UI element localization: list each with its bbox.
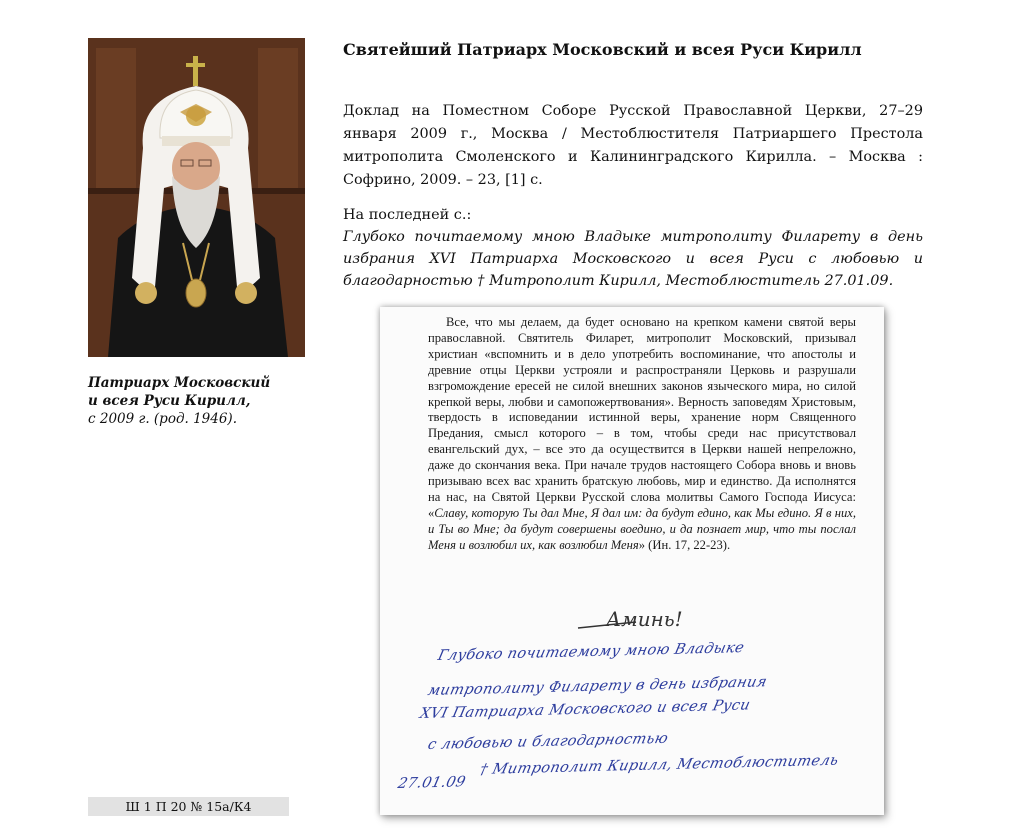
amin-text: Аминь! bbox=[606, 607, 683, 631]
inscription-label: На последней с.: bbox=[343, 207, 472, 223]
scan-text-quote: Славу, которую Ты дал Мне, Я дал им: да будут едино, как Мы едино. Я в них, и Ты во Мне; да будут совершены воедино, и да познает мир, что ты послал Меня и возлюбил их, как возлюбил Меня bbox=[428, 505, 856, 552]
inscription-text: Глубоко почитаемому мною Владыке митрополиту Филарету в день избрания XVI Патриарха Московского и всея Руси с любовью и благодарностью † Митрополит Кирилл, Местоблюститель 27.01.09. bbox=[343, 229, 923, 289]
shelfmark-label: Ш 1 П 20 № 15а/К4 bbox=[88, 797, 289, 816]
scanned-printed-text bbox=[428, 315, 856, 554]
book-description: Доклад на Поместном Соборе Русской Православной Церкви, 27–29 января 2009 г., Москва / Местоблюстителя Патриаршего Престола митрополита Смоленского и Калининградского Кирилла. – Москва : Софрино, 2009. – 23, [1] с. bbox=[343, 103, 923, 188]
handwritten-line-3: XVI Патриарха Московского и всея Руси bbox=[418, 697, 752, 722]
patriarch-portrait bbox=[88, 38, 305, 357]
handwritten-signature: † Митрополит Кирилл, Местоблюститель bbox=[478, 752, 841, 778]
scan-text-part2: » (Ин. 17, 22-23). bbox=[638, 537, 731, 552]
handwritten-line-1: Глубоко почитаемому мною Владыке bbox=[436, 640, 746, 664]
caption-line-3: с 2009 г. (род. 1946). bbox=[88, 411, 237, 427]
book-title: Святейший Патриарх Московский и всея Руси Кирилл bbox=[343, 40, 862, 59]
handwritten-amin bbox=[576, 598, 756, 638]
handwritten-line-2: митрополиту Филарету в день избрания bbox=[426, 674, 769, 699]
portrait-illustration bbox=[88, 38, 305, 357]
portrait-caption bbox=[88, 374, 318, 428]
handwritten-date: 27.01.09 bbox=[396, 774, 468, 792]
handwritten-line-4: с любовью и благодарностью bbox=[426, 730, 670, 753]
scan-text-part1: Все, что мы делаем, да будет основано на крепком камени святой веры православной. Святитель Филарет, митрополит Московский, призывал христиан «вспомнить и в дело употребить воспоминание, что апостолы и древние отцы Церкви устрояли и распространяли Церковь и разрушали взгромождение ересей не силой внешних законов языческого мира, но силой крепкой веры, любви и самопожертвования». Верность заповедям Христовым, твердость в исповедании истинной веры, хранение норм Священного Предания, смысл которого – в том, чтобы среди нас присутствовал евангельский дух, – все это да осуществится в Церкви нашей непреложно, даже до скончания века. При начале трудов настоящего Собора вновь и вновь призываю всех вас хранить братскую любовь, мир и единство. Да исполнятся на нас, на Святой Церкви Русской слова молитвы Самого Господа Иисуса: « bbox=[428, 315, 856, 520]
caption-line-2: и всея Руси Кирилл, bbox=[88, 393, 251, 409]
caption-line-1: Патриарх Московский bbox=[88, 375, 271, 391]
